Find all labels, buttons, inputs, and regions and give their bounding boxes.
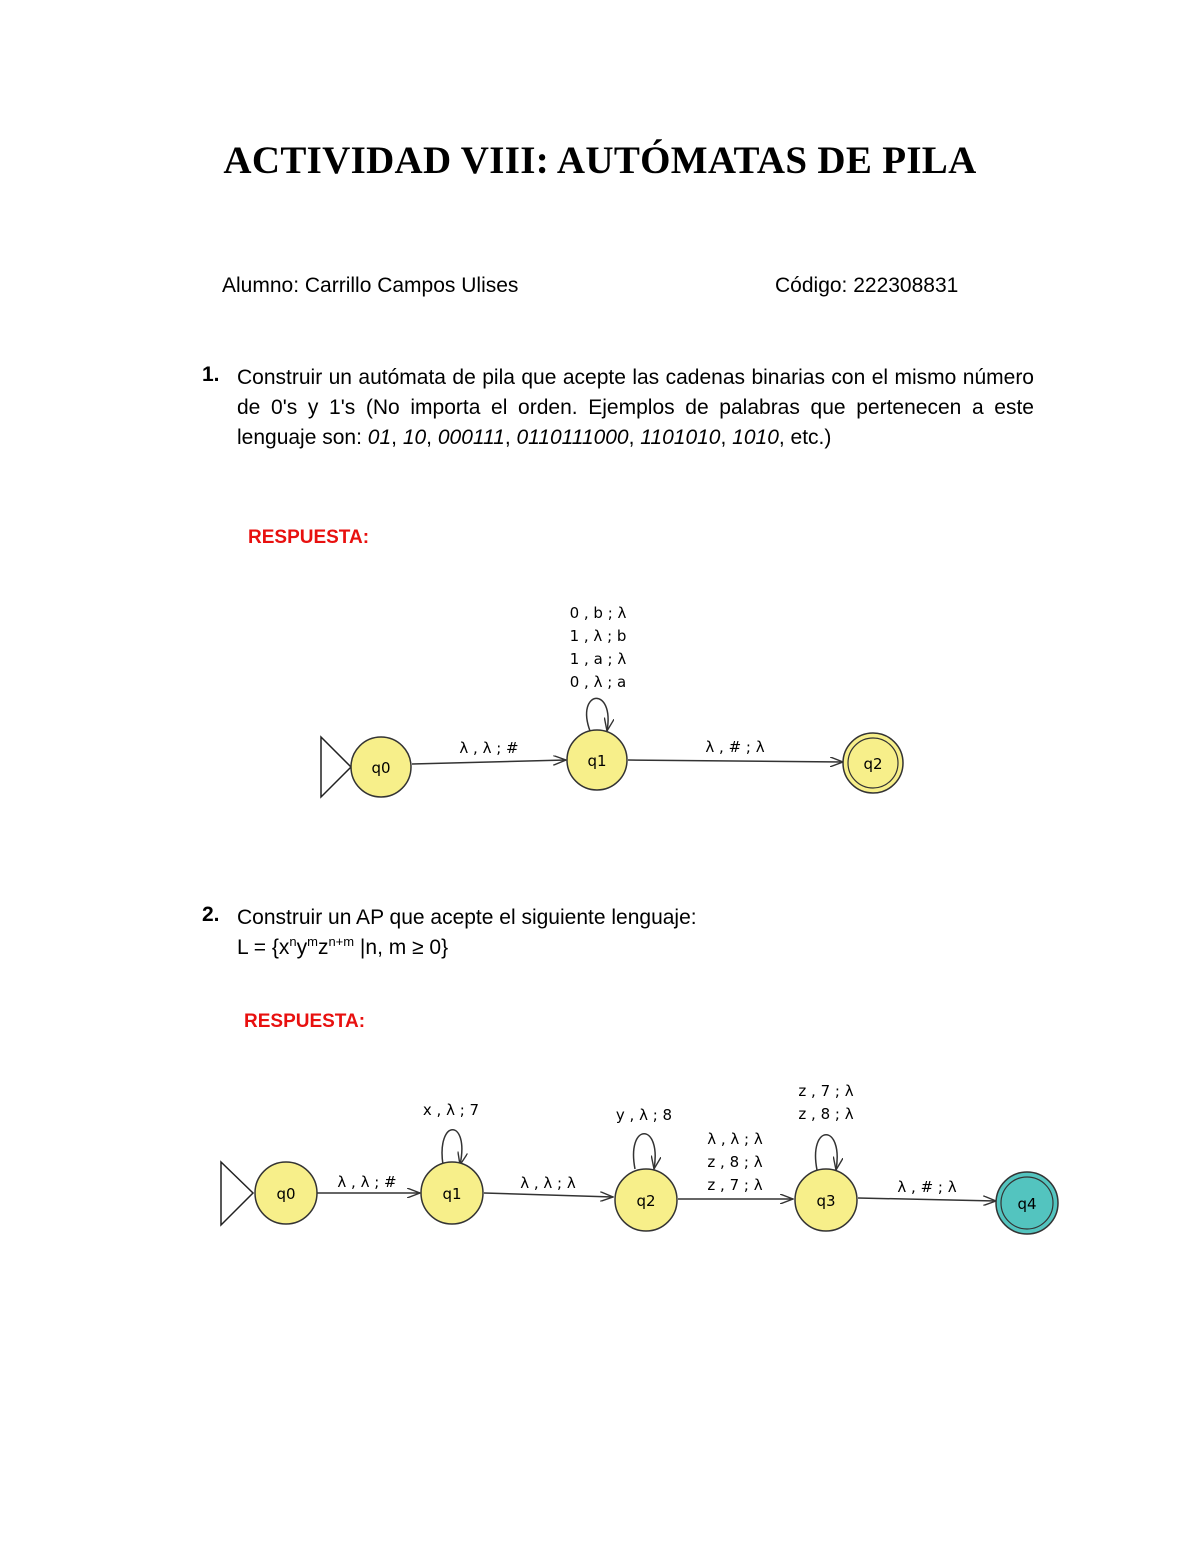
state-q3 — [795, 1169, 857, 1231]
loop-label: 1 , a ; λ — [569, 650, 627, 668]
loop-label: y , λ ; 8 — [615, 1106, 673, 1124]
state-q0 — [255, 1162, 317, 1224]
state-q2-final — [843, 733, 903, 793]
page-title: ACTIVIDAD VIII: AUTÓMATAS DE PILA — [223, 139, 977, 182]
question-1-number: 1. — [202, 363, 220, 386]
question-1-end: etc.) — [790, 426, 832, 449]
state-label: q4 — [1017, 1195, 1037, 1213]
transition-label: λ , λ ; # — [459, 739, 519, 757]
transition-label: λ , λ ; λ — [707, 1130, 763, 1148]
transition-label: z , 8 ; λ — [707, 1153, 763, 1171]
question-2-line1: Construir un AP que acepte el siguiente lenguaje: — [237, 906, 697, 929]
loop-label: z , 8 ; λ — [798, 1105, 854, 1123]
loop-label: x , λ ; 7 — [422, 1101, 480, 1119]
state-label: q2 — [863, 755, 883, 773]
state-label: q2 — [636, 1192, 656, 1210]
transition-q0-q1 — [412, 760, 566, 764]
initial-state-marker — [321, 737, 351, 797]
state-q2 — [615, 1169, 677, 1231]
example-word: 1010 — [732, 426, 779, 449]
answer-label-2: RESPUESTA: — [244, 1011, 366, 1032]
state-label: q1 — [442, 1185, 462, 1203]
state-label: q0 — [276, 1185, 296, 1203]
student-code: Código: 222308831 — [775, 274, 959, 297]
pda-diagram-2 — [0, 1070, 1200, 1240]
loop-q1 — [587, 698, 608, 731]
state-q1 — [421, 1162, 483, 1224]
transition-label: λ , # ; λ — [897, 1178, 957, 1196]
initial-state-marker — [221, 1162, 253, 1225]
loop-label: 0 , b ; λ — [569, 604, 627, 622]
state-q1 — [567, 730, 627, 790]
example-word: 01 — [367, 426, 392, 449]
transition-label: z , 7 ; λ — [707, 1176, 763, 1194]
transition-q1-q2 — [484, 1193, 613, 1197]
state-q0 — [351, 737, 411, 797]
loop-label: z , 7 ; λ — [798, 1082, 854, 1100]
transition-label: λ , # ; λ — [705, 738, 765, 756]
question-1-intro: Construir un autómata de pila que acepte las cadenas binarias con el mismo número de 0's y 1's (No importa el orden. Ejemplos de palabras que pertenecen a este lenguaje son: — [237, 366, 1034, 449]
state-q4-final — [996, 1172, 1058, 1234]
loop-label: 0 , λ ; a — [569, 673, 627, 691]
question-2-text — [237, 903, 937, 963]
language-definition: $L = \{x^ny^mz^{n+m}$ |n, m ≥ 0} — [237, 934, 449, 959]
loop-label: 1 , λ ; b — [569, 627, 627, 645]
answer-label-1: RESPUESTA: — [248, 527, 370, 548]
example-word: 1101010 — [640, 426, 721, 449]
transition-label: λ , λ ; # — [337, 1173, 397, 1191]
pda-diagram-1 — [0, 590, 1200, 810]
question-2-number: 2. — [202, 903, 220, 926]
state-label: q1 — [587, 752, 607, 770]
student-name: Alumno: Carrillo Campos Ulises — [222, 274, 519, 297]
loop-q2 — [634, 1134, 656, 1169]
transition-q3-q4 — [858, 1198, 996, 1201]
question-1-text: Construir un autómata de pila que acepte las cadenas binarias con el mismo número de 0's y 1's (No importa el orden. Ejemplos de palabras que pertenecen a este lenguaje son: 01, 10, 000111, 0110111000, 1101010, 1010, etc.) — [237, 366, 1034, 449]
transition-label: λ , λ ; λ — [520, 1174, 576, 1192]
example-word: 000111 — [437, 426, 505, 449]
transition-q1-q2 — [628, 760, 843, 762]
loop-q1 — [442, 1130, 462, 1165]
state-label: q0 — [371, 759, 391, 777]
state-label: q3 — [816, 1192, 836, 1210]
example-word: 0110111000 — [516, 426, 629, 449]
example-word: 10 — [402, 426, 427, 449]
loop-q3 — [816, 1135, 838, 1170]
